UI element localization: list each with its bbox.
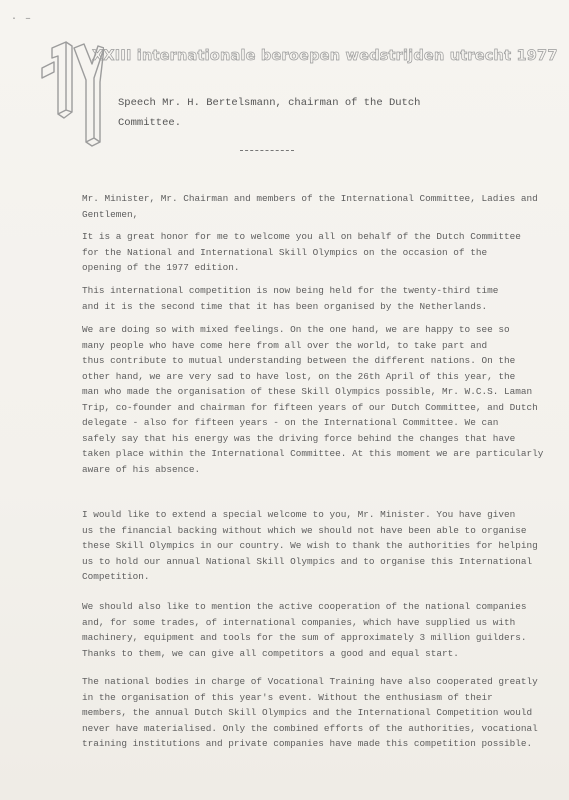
paragraph-competition bbox=[82, 283, 556, 314]
text-line: Gentlemen, bbox=[82, 208, 139, 220]
text-line: these Skill Olympics in our country. We wish to thank the authorities for helping bbox=[82, 540, 538, 551]
text-line: We should also like to mention the active cooperation of the national companies bbox=[82, 601, 527, 612]
header-title: XXIII internationale beroepen wedstrijden utrecht 1977 bbox=[92, 48, 558, 64]
text-line: opening of the 1977 edition. bbox=[82, 262, 240, 273]
text-line: I would like to extend a special welcome to you, Mr. Minister. You have given bbox=[82, 509, 516, 520]
text-line: in the organisation of this year's event. Without the enthusiasm of their bbox=[82, 691, 493, 703]
corner-pencil-mark: · – bbox=[11, 14, 33, 25]
paragraph-mixed-feelings bbox=[82, 322, 556, 477]
text-line: us to hold our annual National Skill Olympics and to organise this International bbox=[82, 555, 533, 567]
paragraph-cooperation bbox=[82, 599, 556, 661]
text-line: thus contribute to mutual understanding between the different nations. On the bbox=[82, 355, 516, 366]
divider bbox=[240, 150, 294, 151]
text-line: other hand, we are very sad to have lost, on the 26th April of this year, the bbox=[82, 370, 516, 382]
text-line: Trip, co-founder and chairman for fifteen years of our Dutch Committee, and Dutch bbox=[82, 401, 538, 413]
speech-heading-line-1: Speech Mr. H. Bertelsmann, chairman of the Dutch bbox=[118, 97, 421, 109]
paragraph-minister-welcome bbox=[82, 507, 556, 585]
text-line: and it is the second time that it has been organised by the Netherlands. bbox=[82, 300, 488, 312]
text-line: Competition. bbox=[82, 571, 150, 582]
text-line: Mr. Minister, Mr. Chairman and members of the International Committee, Ladies and bbox=[82, 193, 538, 204]
text-line: machinery, equipment and tools for the sum of approximately 3 million guilders. bbox=[82, 632, 527, 643]
text-line: and, for some trades, of international companies, which have supplied us with bbox=[82, 616, 516, 628]
paragraph-welcome bbox=[82, 229, 556, 276]
paragraph-vocational-training bbox=[82, 674, 556, 752]
text-line: Thanks to them, we can give all competitors a good and equal start. bbox=[82, 647, 459, 659]
text-line: us the financial backing without which we should not have been able to organise bbox=[82, 524, 527, 536]
text-line: many people who have come here from all over the world, to take part and bbox=[82, 339, 488, 351]
text-line: delegate - also for fifteen years - on the International Committee. We can bbox=[82, 417, 499, 428]
text-line: taken place within the International Committee. At this moment we are particularly bbox=[82, 448, 544, 459]
text-line: aware of his absence. bbox=[82, 463, 201, 475]
text-line: man who made the organisation of these Skill Olympics possible, Mr. W.C.S. Laman bbox=[82, 386, 533, 397]
paragraph-salutation bbox=[82, 191, 556, 222]
speech-heading-line-2: Committee. bbox=[118, 117, 182, 129]
text-line: safely say that his energy was the driving force behind the changes that have bbox=[82, 432, 516, 444]
text-line: It is a great honor for me to welcome you all on behalf of the Dutch Committee bbox=[82, 231, 521, 242]
text-line: never have materialised. Only the combined efforts of the authorities, vocational bbox=[82, 722, 538, 734]
text-line: for the National and International Skill Olympics on the occasion of the bbox=[82, 246, 488, 258]
text-line: training institutions and private companies have made this competition possible. bbox=[82, 738, 533, 749]
text-line: members, the annual Dutch Skill Olympics and the International Competition would bbox=[82, 707, 533, 718]
text-line: We are doing so with mixed feelings. On the one hand, we are happy to see so bbox=[82, 324, 510, 335]
text-line: The national bodies in charge of Vocational Training have also cooperated greatly bbox=[82, 676, 538, 687]
text-line: This international competition is now being held for the twenty-third time bbox=[82, 285, 499, 296]
